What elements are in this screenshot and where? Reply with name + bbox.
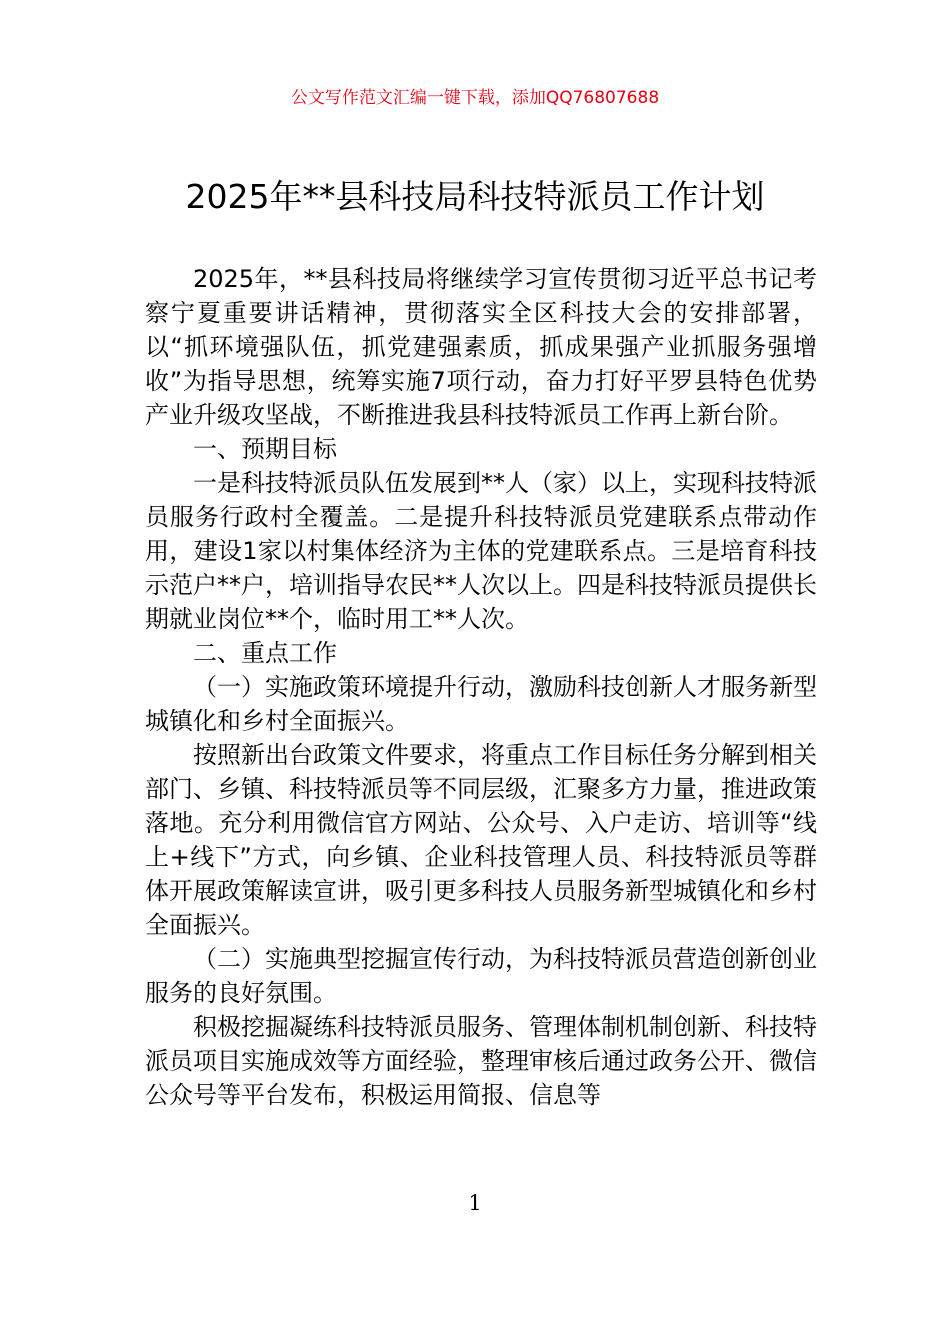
publicity-action-paragraph: 积极挖掘凝练科技特派员服务、管理体制机制创新、科技特派员项目实施成效等方面经验，整理审核后通过政务公开、微信公众号等平台发布，积极运用简报、信息等 [145, 1013, 817, 1109]
document-title: 2025年**县科技局科技特派员工作计划 [185, 177, 765, 216]
subheading-policy-action: （一）实施政策环境提升行动，激励科技创新人才服务新型城镇化和乡村全面振兴。 [145, 673, 817, 735]
subheading-publicity-action: （二）实施典型挖掘宣传行动，为科技特派员营造创新创业服务的良好氛围。 [145, 945, 817, 1007]
document-body [145, 262, 817, 1112]
section-heading-key-work: 二、重点工作 [193, 639, 337, 667]
header-download-note: 公文写作范文汇编一键下载，添加QQ76807688 [290, 88, 660, 108]
goals-paragraph: 一是科技特派员队伍发展到**人（家）以上，实现科技特派员服务行政村全覆盖。二是提升科技特派员党建联系点带动作用，建设1家以村集体经济为主体的党建联系点。三是培育科技示范户**户，培训指导农民**人次以上。四是科技特派员提供长期就业岗位**个，临时用工**人次。 [145, 469, 817, 633]
section-heading-goals: 一、预期目标 [193, 435, 337, 463]
intro-paragraph: 2025年，**县科技局将继续学习宣传贯彻习近平总书记考察宁夏重要讲话精神，贯彻落实全区科技大会的安排部署，以“抓环境强队伍，抓党建强素质，抓成果强产业抓服务强增收”为指导思想，统筹实施7项行动，奋力打好平罗县特色优势产业升级攻坚战，不断推进我县科技特派员工作再上新台阶。 [145, 265, 817, 429]
page-number: 1 [468, 1191, 482, 1215]
policy-action-paragraph: 按照新出台政策文件要求，将重点工作目标任务分解到相关部门、乡镇、科技特派员等不同层级，汇聚多方力量，推进政策落地。充分利用微信官方网站、公众号、入户走访、培训等“线上+线下”方式，向乡镇、企业科技管理人员、科技特派员等群体开展政策解读宣讲，吸引更多科技人员服务新型城镇化和乡村全面振兴。 [145, 741, 817, 939]
